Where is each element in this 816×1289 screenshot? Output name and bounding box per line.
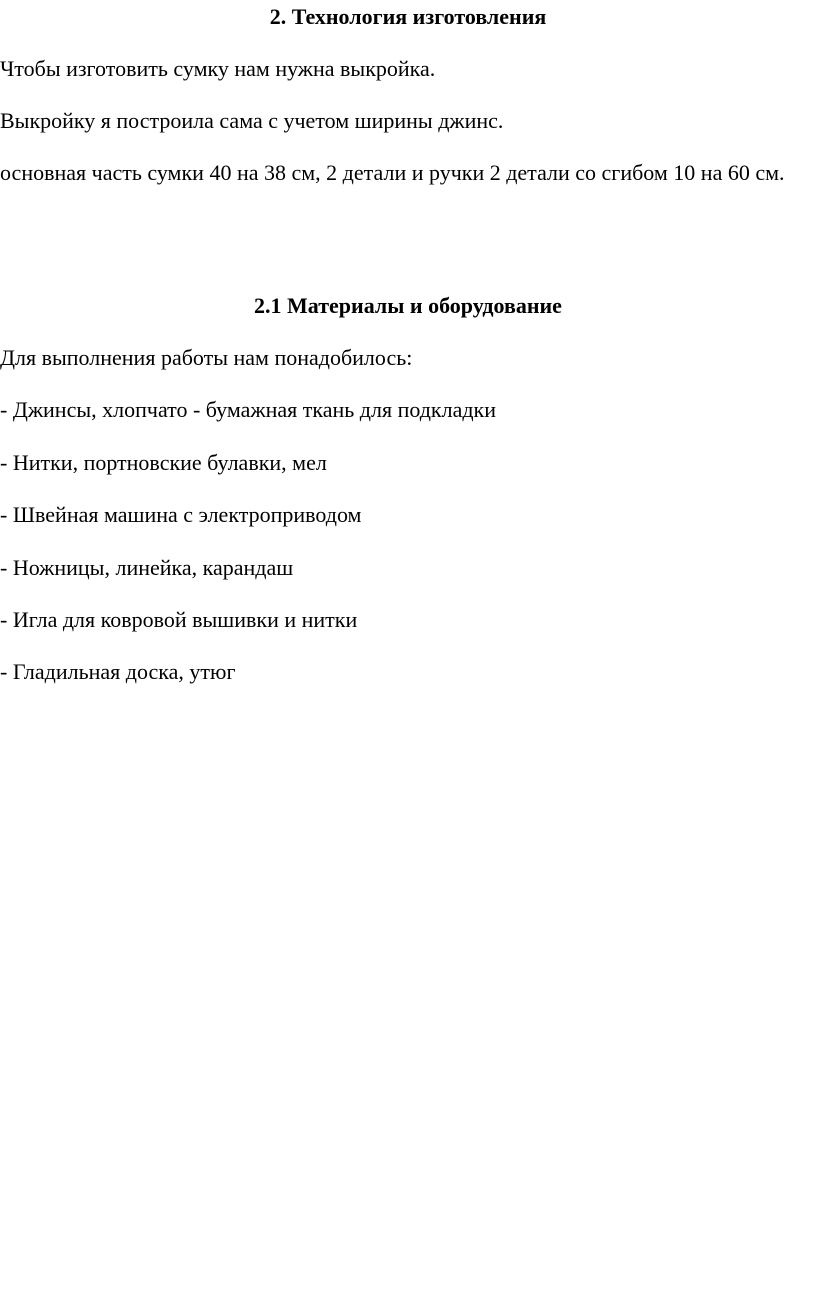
paragraph-dimensions: основная часть сумки 40 на 38 см, 2 детали и ручки 2 детали со сгибом 10 на 60 см. (0, 160, 785, 185)
section-title-technology: 2. Технология изготовления (269, 4, 547, 29)
list-item-needle: - Игла для ковровой вышивки и нитки (0, 607, 358, 632)
list-item-ironing: - Гладильная доска, утюг (0, 659, 236, 684)
materials-intro: Для выполнения работы нам понадобилось: (0, 345, 413, 370)
list-item-threads: - Нитки, портновские булавки, мел (0, 450, 327, 475)
paragraph-pattern-built: Выкройку я построила сама с учетом ширины джинс. (0, 108, 504, 133)
list-item-fabric: - Джинсы, хлопчато - бумажная ткань для подкладки (0, 397, 496, 422)
paragraph-pattern-needed: Чтобы изготовить сумку нам нужна выкройка. (0, 56, 436, 81)
list-item-scissors: - Ножницы, линейка, карандаш (0, 555, 294, 580)
list-item-sewing-machine: - Швейная машина с электроприводом (0, 502, 362, 527)
section-title-materials: 2.1 Материалы и оборудование (254, 293, 562, 318)
